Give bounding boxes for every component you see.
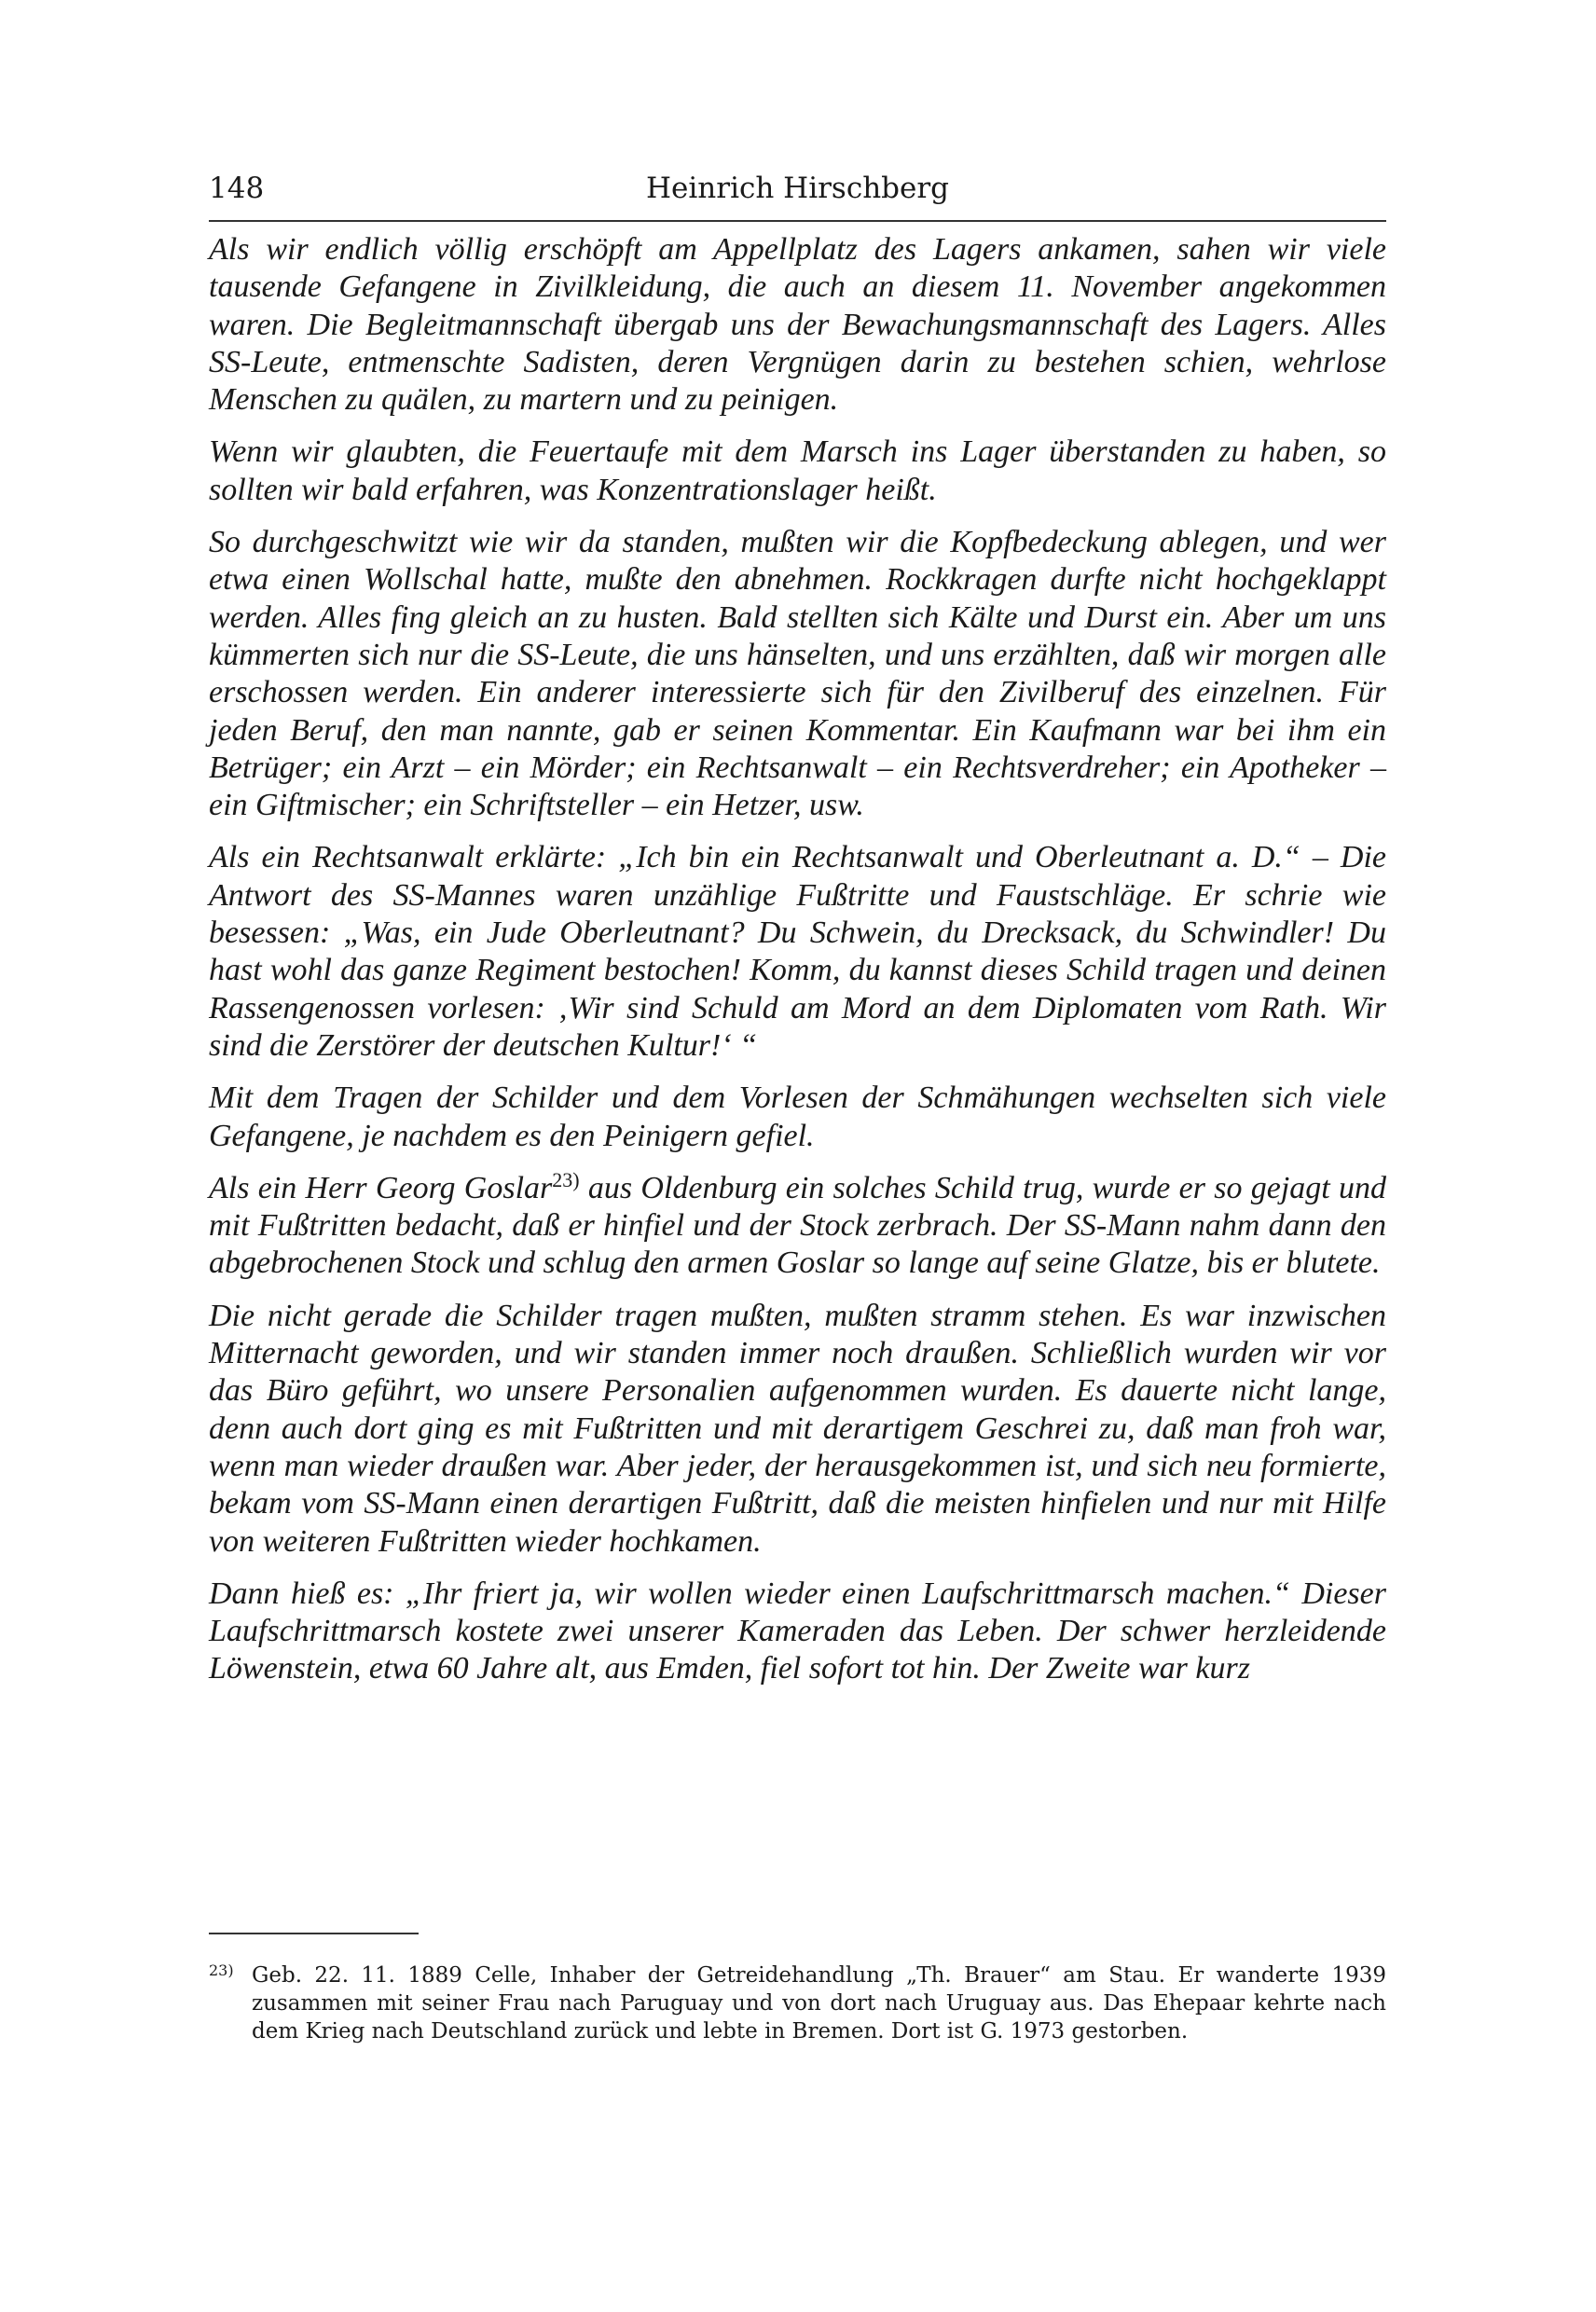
page-number: 148 <box>209 172 265 205</box>
paragraph: Als wir endlich völlig erschöpft am Appellplatz des Lagers ankamen, sahen wir viele tausende Gefangene in Zivilkleidung, die auch an diesem 11. November angekommen waren. Die Begleitmannschaft übergab uns der Bewachungsmannschaft des Lagers. Alles SS-Leute, entmenschte Sadisten, deren Vergnügen darin zu bestehen schien, wehrlose Menschen zu quälen, zu martern und zu peinigen. <box>209 232 1386 418</box>
footnote-rule <box>209 1933 419 1934</box>
paragraph: Die nicht gerade die Schilder tragen mußten, mußten stramm stehen. Es war inzwischen Mitternacht geworden, und wir standen immer noch draußen. Schließlich wurden wir vor das Büro geführt, wo unsere Personalien aufgenommen wurden. Es dauerte nicht lange, denn auch dort ging es mit Fußtritten und mit derartigem Geschrei zu, daß man froh war, wenn man wieder draußen war. Aber jeder, der herausgekommen ist, und sich neu formierte, bekam vom SS-Mann einen derartigen Fußtritt, daß die meisten hinfielen und nur mit Hilfe von weiteren Fußtritten wieder hochkamen. <box>209 1298 1386 1559</box>
paragraph: So durchgeschwitzt wie wir da standen, mußten wir die Kopfbedeckung ablegen, und wer etwa einen Wollschal hatte, mußte den abnehmen. Rockkragen durfte nicht hochgeklappt werden. Alles fing gleich an zu husten. Bald stellten sich Kälte und Durst ein. Aber um uns kümmerten sich nur die SS-Leute, die uns hänselten, und uns erzählten, daß wir morgen alle erschossen werden. Ein anderer interessierte sich für den Zivilberuf des einzelnen. Für jeden Beruf, den man nannte, gab er seinen Kommentar. Ein Kaufmann war bei ihm ein Betrüger; ein Arzt – ein Mörder; ein Rechtsanwalt – ein Rechtsverdreher; ein Apotheker – ein Giftmischer; ein Schriftsteller – ein Hetzer, usw. <box>209 525 1386 823</box>
paragraph-with-footnote-ref <box>209 1167 1387 1283</box>
paragraph-text: aus Oldenburg ein solches Schild trug, wurde er so gejagt und mit Fußtritten bedacht, daß er hinfiel und der Stock zerbrach. Der SS-Mann nahm dann den abgebrochenen Stock und schlug den armen Goslar so lange auf seine Glatze, bis er blutete. <box>209 1170 1387 1281</box>
body-text <box>209 231 1386 1703</box>
footnote <box>209 1961 1386 2045</box>
paragraph-text: Als ein Herr Georg Goslar <box>209 1170 553 1205</box>
paragraph: Wenn wir glaubten, die Feuertaufe mit dem Marsch ins Lager überstanden zu haben, so sollten wir bald erfahren, was Konzentrationslager heißt. <box>209 434 1386 507</box>
page-header <box>209 172 1386 220</box>
paragraph: Als ein Rechtsanwalt erklärte: „Ich bin ein Rechtsanwalt und Oberleutnant a. D.“ – Die Antwort des SS-Mannes waren unzählige Fußtritte und Faustschläge. Er schrie wie besessen: „Was, ein Jude Oberleutnant? Du Schwein, du Drecksack, du Schwindler! Du hast wohl das ganze Regiment bestochen! Komm, du kannst dieses Schild tragen und deinen Rassengenossen vorlesen: ‚Wir sind Schuld am Mord an dem Diplomaten vom Rath. Wir sind die Zerstörer der deutschen Kultur!‘ “ <box>209 840 1386 1063</box>
footnote-reference: 23) <box>552 1167 580 1191</box>
running-head: Heinrich Hirschberg <box>645 172 950 205</box>
paragraph: Mit dem Tragen der Schilder und dem Vorlesen der Schmähungen wechselten sich viele Gefangene, je nachdem es den Peinigern gefiel. <box>209 1080 1386 1153</box>
footnote-marker: 23) <box>209 1961 234 1979</box>
footnote-text: Geb. 22. 11. 1889 Celle, Inhaber der Getreidehandlung „Th. Brauer“ am Stau. Er wanderte 1939 zusammen mit seiner Frau nach Paruguay und von dort nach Uruguay aus. Das Ehepaar kehrte nach dem Krieg nach Deutschland zurück und lebte in Bremen. Dort ist G. 1973 gestorben. <box>252 1963 1386 2044</box>
header-rule <box>209 220 1386 222</box>
paragraph: Dann hieß es: „Ihr friert ja, wir wollen wieder einen Laufschrittmarsch machen.“ Dieser Laufschrittmarsch kostete zwei unserer Kameraden das Leben. Der schwer herzleidende Löwenstein, etwa 60 Jahre alt, aus Emden, fiel sofort tot hin. Der Zweite war kurz <box>209 1576 1386 1686</box>
